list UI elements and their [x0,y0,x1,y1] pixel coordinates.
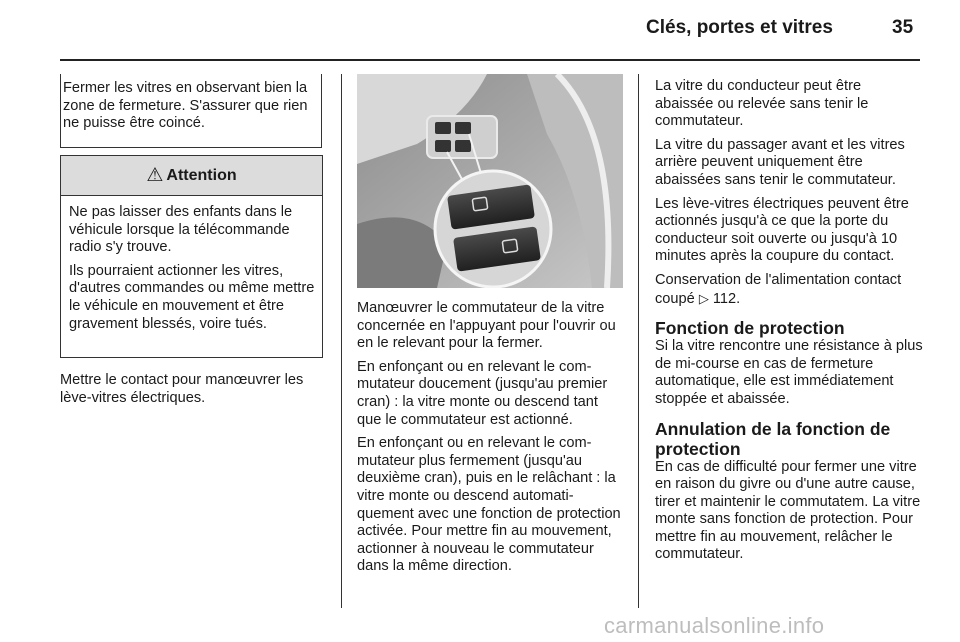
window-switch-illustration [357,74,623,288]
section-text: En cas de difficulté pour fermer une vitre en raison du givre ou d'une autre cause, tirer et maintenir le commutatem. La vitre monte sans fonction de protection. Pour mettre fin au mouvement, relâcher le commutateur. [655,458,921,563]
right-column-text [655,78,923,570]
page-number: 35 [892,17,914,38]
left-paragraph: Mettre le contact pour manœuvrer les lève-vitres électriques. [60,372,304,406]
note-box-text: Fermer les vitres en observant bien la zone de fermeture. S'assurer que rien ne puisse être coincé. [63,80,308,132]
page-reference-arrow-icon: ▷ [698,290,709,306]
middle-paragraph: Manœuvrer le commutateur de la vitre concernée en l'appuyant pour l'ouvrir ou en le relevant pour la fermer. [357,300,616,352]
page-reference-link[interactable]: 112. [712,290,741,307]
right-paragraph: La vitre du conducteur peut être abaissée ou relevée sans tenir le commutateur. [655,78,869,130]
header-rule [60,59,920,61]
warning-paragraph: Ils pourraient actionner les vitres, d'autres commandes ou même mettre le véhicule en mouvement et être gravement blessés, voire tués. [69,262,315,332]
warning-box [60,155,323,358]
warning-triangle-icon: ⚠ [146,165,164,186]
page-title: Clés, portes et vitres [646,17,833,38]
retained-power-text: Conservation de l'alimentation contact coupé [655,271,902,307]
middle-paragraph: En enfonçant ou en relevant le commutateur plus fermement (jusqu'au deuxième cran), puis en le relâchant : la vitre monte ou descend automatiquement avec une fonction de protection activée. Pour mettre fin au mouvement, actionner à nouveau le commutateur dans la même direction. [357,435,621,575]
door-panel-drawing [357,74,623,288]
column-divider-right [638,74,639,608]
warning-paragraph: Ne pas laisser des enfants dans le véhicule lorsque la télécommande radio s'y trouve. [69,204,293,256]
note-box [60,74,322,148]
middle-column-text [357,300,625,582]
warning-title: Attention [166,166,237,184]
middle-paragraph: En enfonçant ou en relevant le commutateur doucement (jusqu'au premier cran) : la vitre monte ou descend tant que le commutateur est actionné. [357,358,608,428]
warning-header [61,156,322,196]
left-column-text [60,372,325,413]
section-heading: Annulation de la fonction de protection [655,418,891,459]
right-paragraph: La vitre du passager avant et les vitres arrière peuvent uniquement être abaissées sans tenir le commutateur. [655,136,905,188]
watermark: carmanualsonline.info [604,613,825,638]
warning-body [61,196,322,333]
right-paragraph: Les lève-vitres électriques peuvent être actionnés jusqu'à ce que la porte du conducteur soit ouverte ou jusqu'à 10 minutes après la coupure du contact. [655,195,909,265]
section-text: Si la vitre rencontre une résistance à plus de mi-course en cas de fermeture automatique, elle est immédiatement stoppée et abaissée. [655,338,923,407]
retained-power-paragraph [655,272,923,308]
section-heading: Fonction de protection [655,318,845,339]
column-divider-left [341,74,342,608]
